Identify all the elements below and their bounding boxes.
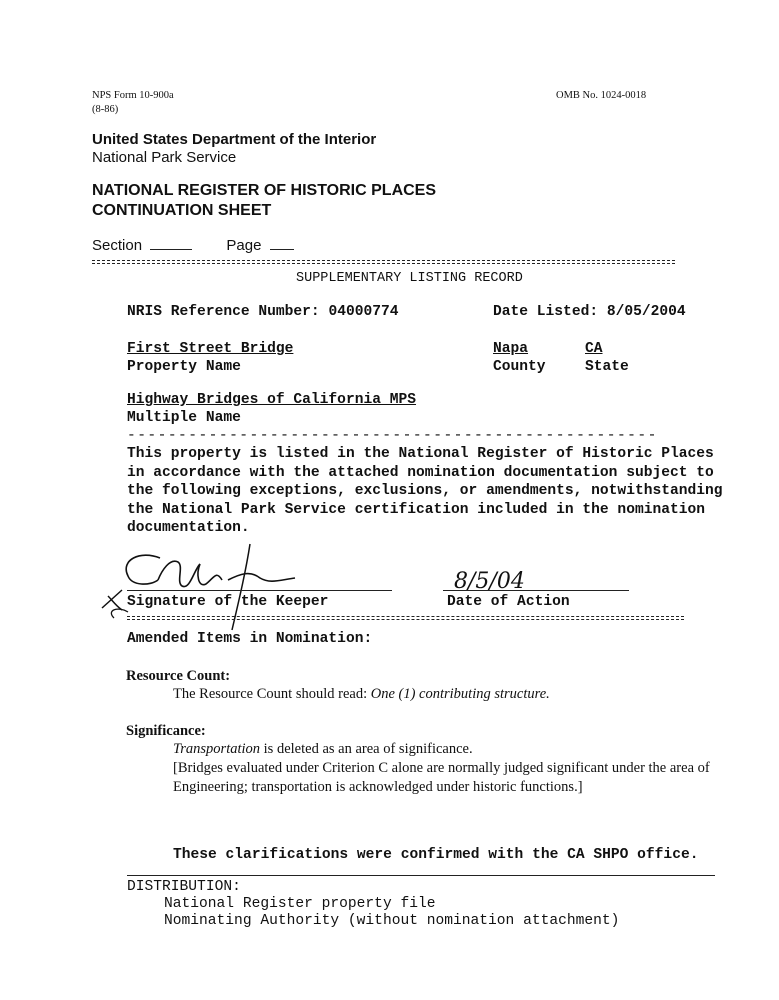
handwritten-date: 8/5/04 — [454, 569, 525, 594]
date-listed-label: Date Listed: — [493, 304, 599, 320]
property-name-value: First Street Bridge — [127, 341, 294, 357]
nris-value: 04000774 — [328, 304, 399, 320]
signature-divider — [127, 616, 684, 620]
keeper-signature-image — [100, 540, 420, 635]
page-title: NATIONAL REGISTER OF HISTORIC PLACES — [92, 182, 437, 199]
state-value: CA — [585, 341, 603, 357]
action-date-label: Date of Action — [447, 594, 570, 610]
amended-heading: Amended Items in Nomination: — [127, 631, 373, 647]
resource-count-heading: Resource Count: — [126, 668, 231, 684]
distribution-item: National Register property file — [164, 896, 436, 912]
resource-count-line — [173, 686, 550, 703]
multiple-name-label: Multiple Name — [127, 410, 241, 426]
page-label: Page — [226, 237, 262, 254]
header-divider — [92, 260, 675, 264]
signature-line — [127, 590, 392, 591]
date-listed-line — [493, 304, 686, 320]
page-blank — [270, 249, 294, 250]
action-date-line — [443, 590, 629, 591]
listing-statement: This property is listed in the National Register of Historic Places in accordance with the attached nomination documentation subject to the following exceptions, exclusions, or amendments, notwithstanding the National Park Service certification included in the nomination documentation. — [127, 446, 723, 537]
page-subtitle: CONTINUATION SHEET — [92, 202, 272, 219]
department-title: United States Department of the Interior — [92, 131, 377, 148]
resource-count-text: The Resource Count should read: — [173, 686, 368, 702]
form-date: (8-86) — [92, 104, 119, 115]
clarification-note: These clarifications were confirmed with the CA SHPO office. — [173, 847, 699, 863]
omb-number: OMB No. 1024-0018 — [556, 90, 647, 101]
state-label: State — [585, 359, 629, 375]
record-heading: SUPPLEMENTARY LISTING RECORD — [296, 271, 523, 286]
distribution-divider — [127, 875, 715, 876]
section-label: Section — [92, 237, 143, 254]
form-number: NPS Form 10-900a — [92, 90, 174, 101]
property-name-label: Property Name — [127, 359, 241, 375]
nris-label: NRIS Reference Number: — [127, 304, 320, 320]
dash-divider: ---------------------------------------------------- — [127, 428, 658, 444]
county-label: County — [493, 359, 546, 375]
date-listed-value: 8/05/2004 — [606, 304, 686, 320]
resource-count-value: One (1) contributing structure. — [370, 686, 550, 702]
significance-line — [173, 741, 473, 758]
section-field — [92, 237, 294, 254]
county-value: Napa — [493, 341, 529, 357]
distribution-heading: DISTRIBUTION: — [127, 879, 241, 895]
significance-text: is deleted as an area of significance. — [263, 741, 473, 757]
handwritten-date-image — [450, 562, 550, 598]
check-mark-icon — [98, 584, 128, 614]
keeper-label: Signature of the Keeper — [127, 594, 329, 610]
distribution-item: Nominating Authority (without nomination attachment) — [164, 913, 620, 929]
section-blank — [150, 249, 192, 250]
agency-title: National Park Service — [92, 149, 237, 166]
nris-line — [127, 304, 399, 320]
significance-note: [Bridges evaluated under Criterion C alone are normally judged significant under the area of Engineering; transportation is acknowledged under historic functions.] — [173, 760, 710, 795]
multiple-name-value: Highway Bridges of California MPS — [127, 392, 417, 408]
significance-heading: Significance: — [126, 723, 206, 739]
significance-term: Transportation — [173, 741, 261, 757]
